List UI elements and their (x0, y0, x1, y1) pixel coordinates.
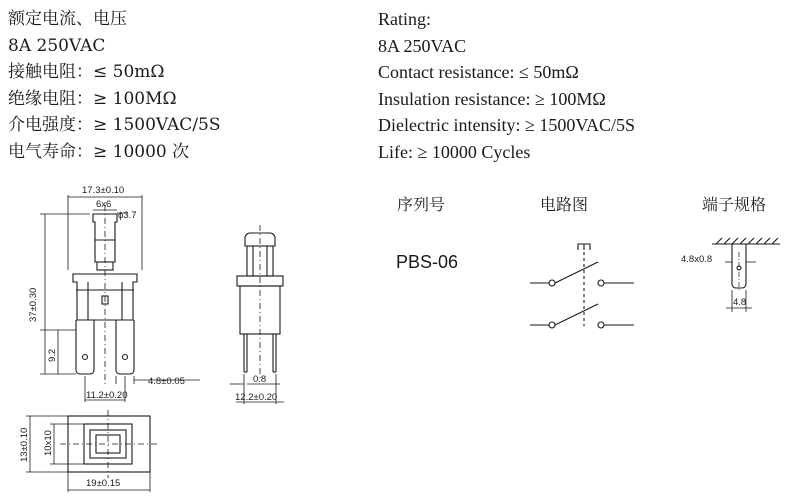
spec-line-rating-value-cn: 8A 250VAC (8, 35, 106, 56)
spec-line-insulation-en: Insulation resistance: ≥ 100MΩ (378, 88, 606, 109)
dim-pitch-front: 11.2±0.20 (86, 390, 128, 401)
header-circuit-diagram: 电路图 (540, 195, 589, 214)
spec-line-contact-en: Contact resistance: ≤ 50mΩ (378, 62, 579, 82)
dim-terminal-tab: 4.8 (733, 297, 747, 308)
dim-terminal-size: 4.8x0.8 (681, 254, 713, 265)
spec-line-rating-value-en: 8A 250VAC (378, 35, 467, 56)
header-terminal-spec: 端子规格 (702, 195, 767, 214)
side-view-drawing (237, 225, 283, 380)
dim-terminal-width: 4.8±0.05 (148, 376, 185, 387)
top-view-drawing (60, 410, 160, 478)
spec-line-insulation-cn: 绝缘电阻：≥ 100MΩ (8, 88, 177, 109)
dim-button-size: 6x6 (96, 199, 112, 210)
spec-line-rating-en: Rating: (378, 9, 431, 29)
spec-line-contact-cn: 接触电阻：≤ 50mΩ (8, 62, 165, 82)
dim-base-width: 19±0.15 (86, 478, 121, 489)
model-number: PBS-06 (396, 252, 459, 272)
spec-line-life-cn: 电气寿命：≥ 10000 次 (8, 141, 190, 162)
dim-terminal-height: 9.2 (47, 348, 58, 362)
spec-line-rating-cn: 额定电流、电压 (8, 9, 127, 29)
dim-width-top: 17.3±0.10 (82, 185, 125, 196)
dim-button-diameter: ϕ3.7 (118, 210, 137, 221)
spec-line-life-en: Life: ≥ 10000 Cycles (378, 141, 531, 162)
front-view-drawing (73, 205, 137, 385)
front-view-dimensions (40, 195, 200, 402)
dim-total-height: 37±0.30 (28, 287, 39, 322)
circuit-diagram (530, 244, 634, 328)
header-model-number: 序列号 (397, 195, 446, 214)
dim-base-height: 13±0.10 (19, 427, 30, 462)
spec-line-dielectric-en: Dielectric intensity: ≥ 1500VAC/5S (378, 115, 636, 135)
dim-pitch-side: 12.2±0.20 (235, 392, 278, 403)
dim-terminal-thickness: 0.8 (253, 374, 267, 385)
dim-window-size: 10x10 (43, 430, 54, 456)
spec-line-dielectric-cn: 介电强度：≥ 1500VAC/5S (8, 115, 221, 135)
